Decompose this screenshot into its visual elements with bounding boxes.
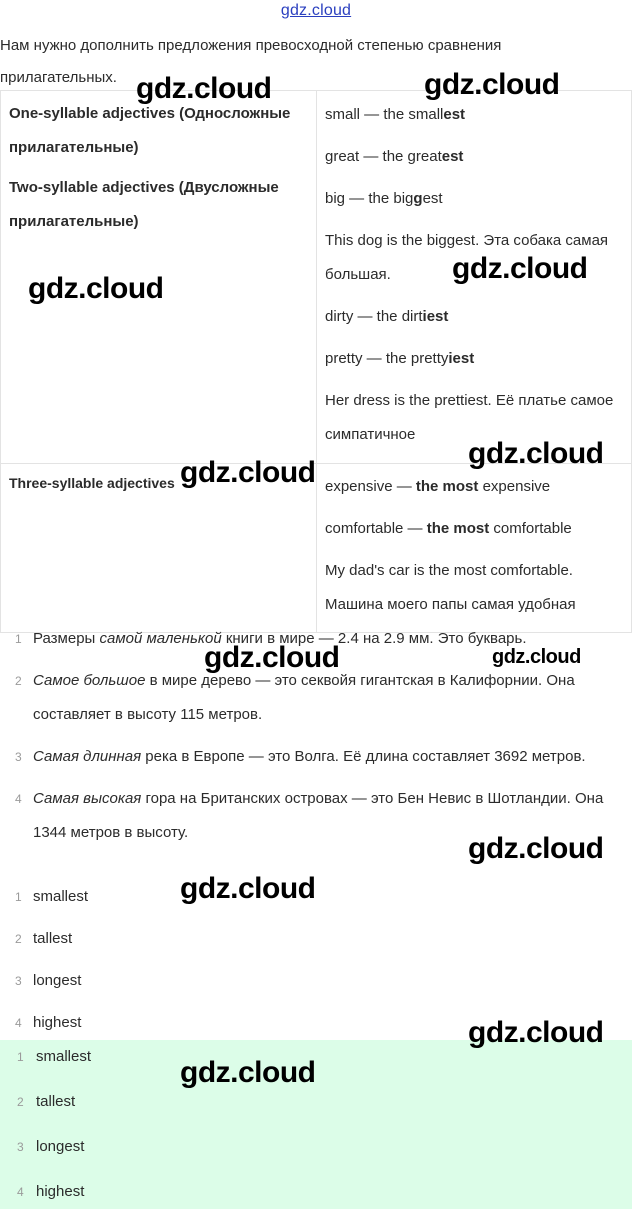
example-line: comfortable — the most comfortable: [325, 520, 572, 537]
category-label: One-syllable adjectives (Односложные прилагательные): [9, 105, 291, 156]
final-answers-list: [0, 1040, 632, 1209]
item-number: 4: [15, 1016, 22, 1030]
item-number: 1: [15, 632, 22, 646]
list-item: 1 smallest: [0, 1040, 632, 1074]
example-line: great — the greatest: [325, 148, 464, 165]
watermark: gdz.cloud: [204, 641, 340, 674]
list-item: 1 Размеры самой маленькой книги в мире — 2.4 на 2.9 мм. Это букварь.: [0, 622, 632, 656]
list-item: 3 longest: [0, 1130, 632, 1164]
watermark: gdz.cloud: [468, 1016, 604, 1049]
example-line: pretty — the prettyiest: [325, 350, 475, 367]
item-number: 2: [15, 932, 22, 946]
list-item: 2 Самое большое в мире дерево — это секвойя гигантская в Калифорнии. Она составляет в высоту 115 метров.: [0, 664, 632, 732]
category-label: Two-syllable adjectives (Двусложные прилагательные): [9, 179, 279, 230]
example-line: big — the biggest: [325, 190, 443, 207]
list-item: 2 tallest: [0, 922, 632, 956]
watermark: gdz.cloud: [28, 272, 164, 305]
item-number: 3: [17, 1140, 24, 1154]
example-line: expensive — the most expensive: [325, 478, 551, 495]
watermark: gdz.cloud: [452, 252, 588, 285]
item-number: 4: [15, 792, 22, 806]
watermark: gdz.cloud: [492, 646, 581, 668]
list-item: 1 smallest: [0, 880, 632, 914]
task-intro: Нам нужно дополнить предложения превосходной степенью сравнения прилагательных.: [0, 37, 502, 86]
category-label: Three-syllable adjectives: [9, 475, 175, 491]
example-line: dirty — the dirtiest: [325, 308, 449, 325]
item-number: 1: [15, 890, 22, 904]
item-number: 3: [15, 974, 22, 988]
item-number: 4: [17, 1185, 24, 1199]
example-sentence: My dad's car is the most comfortable. Машина моего папы самая удобная: [325, 562, 576, 613]
watermark: gdz.cloud: [424, 68, 560, 101]
item-number: 1: [17, 1050, 24, 1064]
watermark: gdz.cloud: [468, 437, 604, 470]
example-sentence: This dog is the biggest. Эта собака самая большая.: [325, 232, 609, 283]
example-sentence: Her dress is the prettiest. Её платье самое симпатичное: [325, 392, 614, 443]
watermark: gdz.cloud: [180, 1056, 316, 1089]
watermark: gdz.cloud: [180, 456, 316, 489]
watermark: gdz.cloud: [468, 832, 604, 865]
list-item: 4 highest: [0, 1175, 632, 1209]
list-item: 2 tallest: [0, 1085, 632, 1119]
example-line: small — the smallest: [325, 106, 466, 123]
table-row: [1, 464, 632, 633]
list-item: 4 highest: [0, 1006, 632, 1040]
item-number: 2: [15, 674, 22, 688]
list-item: 4 Самая высокая гора на Британских островах — это Бен Невис в Шотландии. Она 1344 метров в высоту.: [0, 782, 632, 850]
item-number: 3: [15, 750, 22, 764]
watermark: gdz.cloud: [136, 72, 272, 105]
table-cell-examples: [317, 464, 632, 633]
adjectives-table: [0, 90, 632, 633]
watermark: gdz.cloud: [180, 872, 316, 905]
list-item: 3 Самая длинная река в Европе — это Волга. Её длина составляет 3692 метров.: [0, 740, 632, 774]
list-item: 3 longest: [0, 964, 632, 998]
answer-block: [0, 1040, 632, 1209]
item-number: 2: [17, 1095, 24, 1109]
site-link[interactable]: gdz.cloud: [280, 2, 352, 19]
